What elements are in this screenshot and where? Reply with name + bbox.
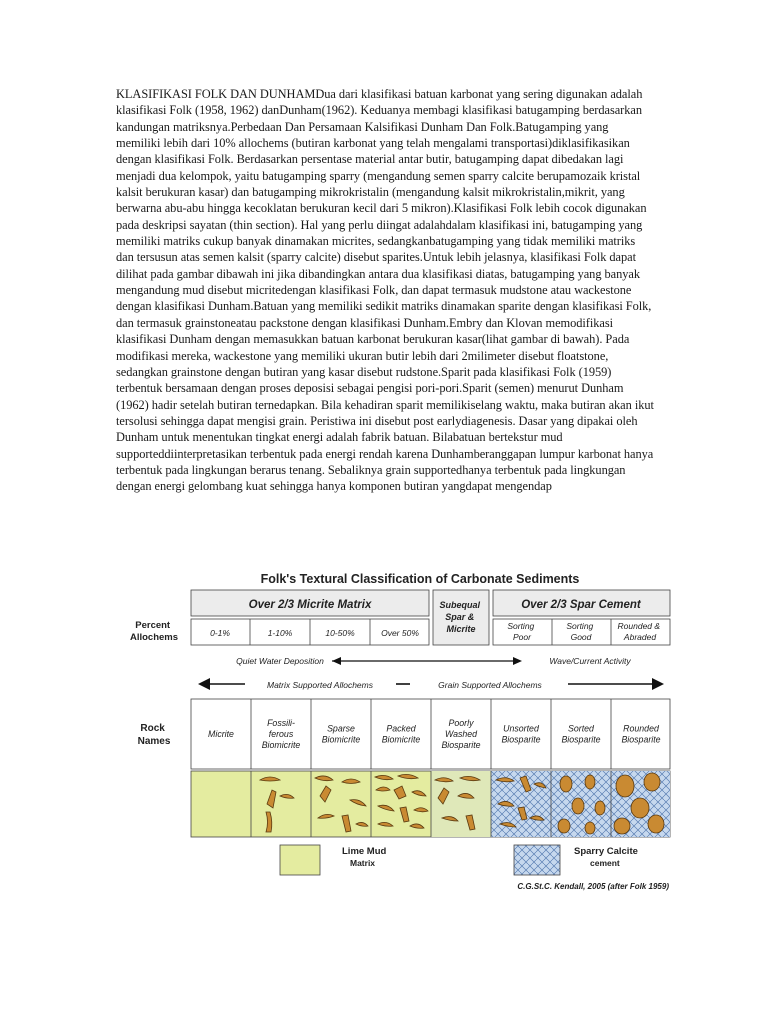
- legend-spar-label: Sparry Calcite cement: [574, 846, 638, 868]
- header-micrite: Over 2/3 Micrite Matrix: [248, 599, 372, 611]
- row-label-rock-names: Rock Names: [137, 723, 171, 747]
- percent-cell: 1-10%: [267, 628, 293, 638]
- sorting-cell: Rounded & Abraded: [617, 621, 661, 642]
- folk-classification-figure: [120, 568, 680, 898]
- sorting-cell: Sorting Poor: [507, 621, 535, 642]
- figure-credit: C.G.St.C. Kendall, 2005 (after Folk 1959): [517, 882, 669, 891]
- rock-name-cell: Sorted Biosparite: [561, 723, 601, 745]
- quiet-water-label: Quiet Water Deposition: [236, 656, 324, 666]
- percent-cell: Over 50%: [381, 628, 419, 638]
- matrix-supported-label: Matrix Supported Allochems: [267, 680, 373, 690]
- percent-cell: 10-50%: [325, 628, 355, 638]
- grain-supported-label: Grain Supported Allochems: [438, 680, 542, 690]
- legend-spar-swatch: [514, 845, 560, 875]
- legend-lime-mud-label: Lime Mud Matrix: [342, 846, 387, 868]
- sorting-cell: Sorting Good: [566, 621, 594, 642]
- figure-title: Folk's Textural Classification of Carbonate Sediments: [260, 572, 580, 586]
- rock-name-cell: Sparse Biomicrite: [321, 723, 361, 745]
- header-subequal: Subequal Spar & Micrite: [439, 600, 480, 634]
- rock-name-cell: Fossili-ferous Biomicrite: [261, 718, 301, 750]
- rock-name-cell: Packed Biomicrite: [381, 723, 421, 745]
- legend-lime-mud-swatch: [280, 845, 320, 875]
- rock-name-cell: Unsorted Biosparite: [501, 723, 541, 745]
- wave-current-label: Wave/Current Activity: [549, 656, 631, 666]
- rock-name-cell: Poorly Washed Biosparite: [441, 718, 481, 750]
- row-label-allochems: Percent Allochems: [129, 620, 179, 643]
- header-spar: Over 2/3 Spar Cement: [521, 599, 641, 611]
- rock-name-cell: Micrite: [208, 729, 234, 739]
- percent-cell: 0-1%: [210, 628, 230, 638]
- rock-name-cell: Rounded Biosparite: [621, 723, 661, 745]
- body-text: KLASIFIKASI FOLK DAN DUNHAMDua dari klasifikasi batuan karbonat yang sering digunakan adalah klasifikasi Folk (1958, 1962) danDunham(1962). Keduanya membagi klasifikasi batugamping berdasarkan kandungan matriksnya.Perbedaan Dan Persamaan Kalsifikasi Dunham Dan Folk.Batugamping yang memiliki lebih dari 10% allochems (butiran karbonat yang telah mengalami transportasi)diklasifikasikan dengan klasifikasi Folk. Berdasarkan persentase material antar butir, batugamping dapat dibedakan lagi menjadi dua kelompok, yaitu batugamping sparry (mengandung semen sparry calcite berupamozaik kristal kalsit berukuran kasar) dan batugamping mikrokristalin (mengandung kalsit mikrokristalin,mikrit, yang berwarna abu-abu hingga kecoklatan berukuran kecil dari 5 mikron).Klasifikasi Folk lebih cocok digunakan pada deskripsi sayatan (thin section). Hal yang perlu diingat adalahdalam klasifikasi ini, batugamping yang memiliki matriks cukup banyak dinamakan micrites, sedangkanbatugamping yang tidak memiliki matriks dan tersusun atas semen kalsit (sparry calcite) disebut sparites.Untuk lebih jelasnya, klasifikasi Folk dapat dilihat pada gambar dibawah ini jika dibandingkan antara dua klasifikasi diatas, batugamping yang banyak mengandung mud disebut micritedengan klasifikasi Folk, dan dapat termasuk mudstone atau wackestone dengan klasifikasi Dunham.Batuan yang memiliki sedikit matriks dinamakan sparite dengan klasifikasi Folk, dan termasuk grainstoneatau packstone dengan klasifikasi Dunham.Embry dan Klovan memodifikasi klasifikasi Dunham dengan memasukkan batuan karbonat berukuran kasar(lihat gambar di bawah). Pada modifikasi mereka, wackestone yang memiliki ukuran butir lebih dari 2milimeter disebut floatstone, sedangkan grainstone dengan butiran yang kasar disebut rudstone.Sparit pada klasifikasi Folk (1959) terbentuk bersamaan dengan proses deposisi sebagai pengisi pori-pori.Sparit (semen) menurut Dunham (1962) hadir setelah butiran ternedapkan. Bila kehadiran sparit memilikiselang waktu, maka butiran akan ikut tersolusi sehingga dapat mengisi grain. Peristiwa ini disebut post earlydiagenesis. Dasar yang dipakai oleh Dunham untuk menentukan tingkat energi adalah fabrik batuan. Bilabatuan bertekstur mud supporteddiinterpretasikan terbentuk pada energi rendah karena Dunhamberanggapan lumpur karbonat hanya terbentuk pada lingkungan berarus tenang. Sebaliknya grain supportedhanya terbentuk pada lingkungan dengan energi gelombang kuat sehingga hanya komponen butiran yangdapat mengendap: [116, 87, 654, 494]
